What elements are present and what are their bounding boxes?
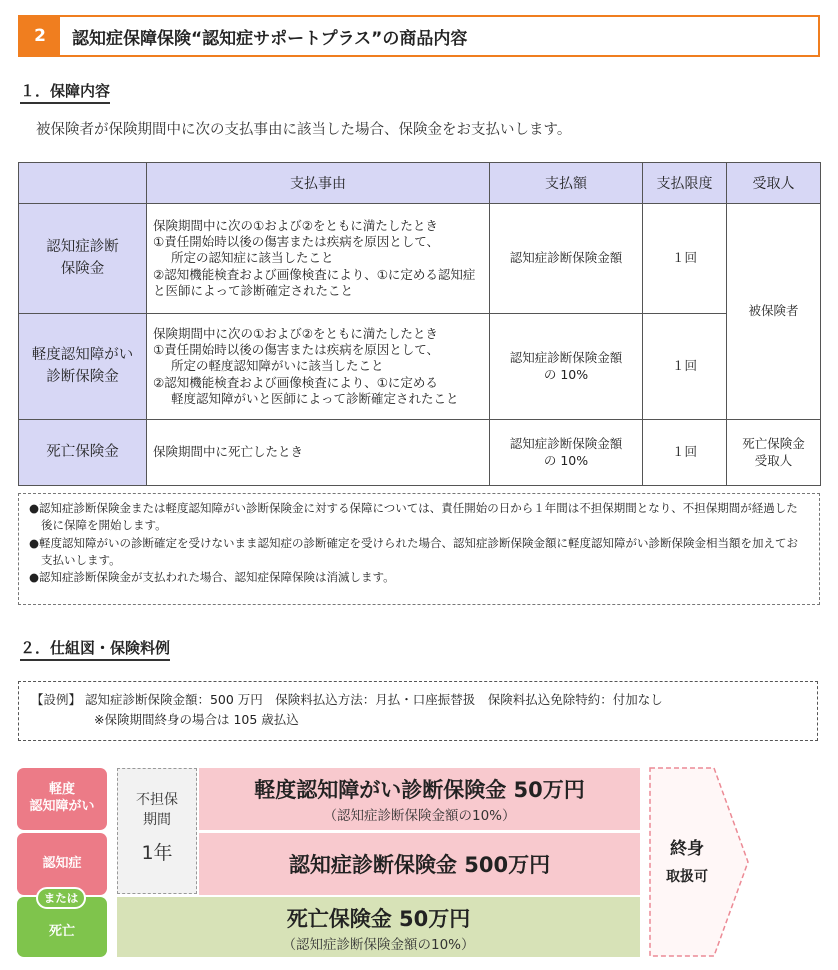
- limit-death: １回: [643, 420, 727, 486]
- table-row: [19, 420, 821, 486]
- waiting-years: 1年: [141, 842, 173, 865]
- section-header: [18, 15, 820, 57]
- note-item: ●軽度認知障がいの診断確定を受けないまま認知症の診断確定を受けられた場合、認知症診断保険金額に軽度認知障がい診断保険金相当額を加えてお支払いします。: [29, 535, 799, 567]
- coverage-intro: 被保険者が保険期間中に次の支払事由に該当した場合、保険金をお支払いします。: [36, 122, 572, 138]
- dementia-benefit-box: [199, 833, 640, 895]
- coverage-table: [18, 162, 821, 486]
- amount-death: 認知症診断保険金額 の 10%: [490, 420, 643, 486]
- amount-mci: 認知症診断保険金額 の 10%: [490, 314, 643, 420]
- death-benefit-sub: （認知症診断保険金額の10%）: [282, 937, 475, 953]
- label-death: 死亡: [17, 897, 107, 957]
- label-mci: 軽度 認知障がい: [17, 768, 107, 830]
- reason-mci: 保険期間中に次の①および②をともに満たしたとき ①責任開始時以後の傷害または疾病を原因として、 所定の軽度認知障がいに該当したこと ②認知機能検査および画像検査により、①に定める 軽度認知障がいと医師によって診断確定されたこと: [147, 314, 490, 420]
- note-item: ●認知症診断保険金が支払われた場合、認知症保障保険は消滅します。: [29, 570, 395, 584]
- limit-dementia: １回: [643, 204, 727, 314]
- row-name-dementia: 認知症診断 保険金: [19, 204, 147, 314]
- receiver-insured: 被保険者: [727, 204, 821, 420]
- limit-mci: １回: [643, 314, 727, 420]
- term-label: 終身 取扱可: [666, 839, 708, 886]
- header-limit: 支払限度: [643, 163, 727, 204]
- mci-benefit-box: [199, 768, 640, 830]
- label-dementia: 認知症: [17, 833, 107, 895]
- section-number: 2: [20, 17, 60, 55]
- example-box: [18, 681, 818, 741]
- row-name-death: 死亡保険金: [19, 420, 147, 486]
- table-row: [19, 204, 821, 314]
- dementia-benefit-title: 認知症診断保険金 500万円: [288, 853, 551, 877]
- notes-box: [18, 493, 820, 605]
- reason-dementia: 保険期間中に次の①および②をともに満たしたとき ①責任開始時以後の傷害または疾病を原因として、 所定の認知症に該当したこと ②認知機能検査および画像検査により、①に定める認知症 と医師によって診断確定されたこと: [147, 204, 490, 314]
- table-header-row: [19, 163, 821, 204]
- structure-heading: ２．仕組図・保険料例: [20, 637, 170, 661]
- example-line-2: ※保険期間終身の場合は 105 歳払込: [94, 712, 299, 727]
- example-line-1: 【設例】 認知症診断保険金額：500 万円 保険料払込方法：月払・口座振替扱 保険料払込免除特約：付加なし: [31, 692, 663, 707]
- death-benefit-box: [117, 897, 640, 957]
- coverage-heading: １．保障内容: [20, 80, 110, 104]
- header-receiver: 受取人: [727, 163, 821, 204]
- section-title: 認知症保障保険“認知症サポートプラス”の商品内容: [72, 28, 468, 49]
- amount-dementia: 認知症診断保険金額: [490, 204, 643, 314]
- mci-benefit-title: 軽度認知障がい診断保険金 50万円: [254, 778, 585, 802]
- receiver-death: 死亡保険金 受取人: [727, 420, 821, 486]
- header-reason: 支払事由: [147, 163, 490, 204]
- header-amount: 支払額: [490, 163, 643, 204]
- or-badge: または: [36, 887, 86, 909]
- waiting-period: 不担保 期間 1年: [117, 768, 197, 894]
- row-name-mci: 軽度認知障がい 診断保険金: [19, 314, 147, 420]
- table-row: [19, 314, 821, 420]
- death-benefit-title: 死亡保険金 50万円: [286, 907, 471, 931]
- note-item: ●認知症診断保険金または軽度認知障がい診断保険金に対する保障については、責任開始の日から１年間は不担保期間となり、不担保期間が経過した後に保障を開始します。: [29, 501, 798, 533]
- reason-death: 保険期間中に死亡したとき: [147, 420, 490, 486]
- corner-cell: [19, 163, 147, 204]
- mci-benefit-sub: （認知症診断保険金額の10%）: [323, 808, 516, 824]
